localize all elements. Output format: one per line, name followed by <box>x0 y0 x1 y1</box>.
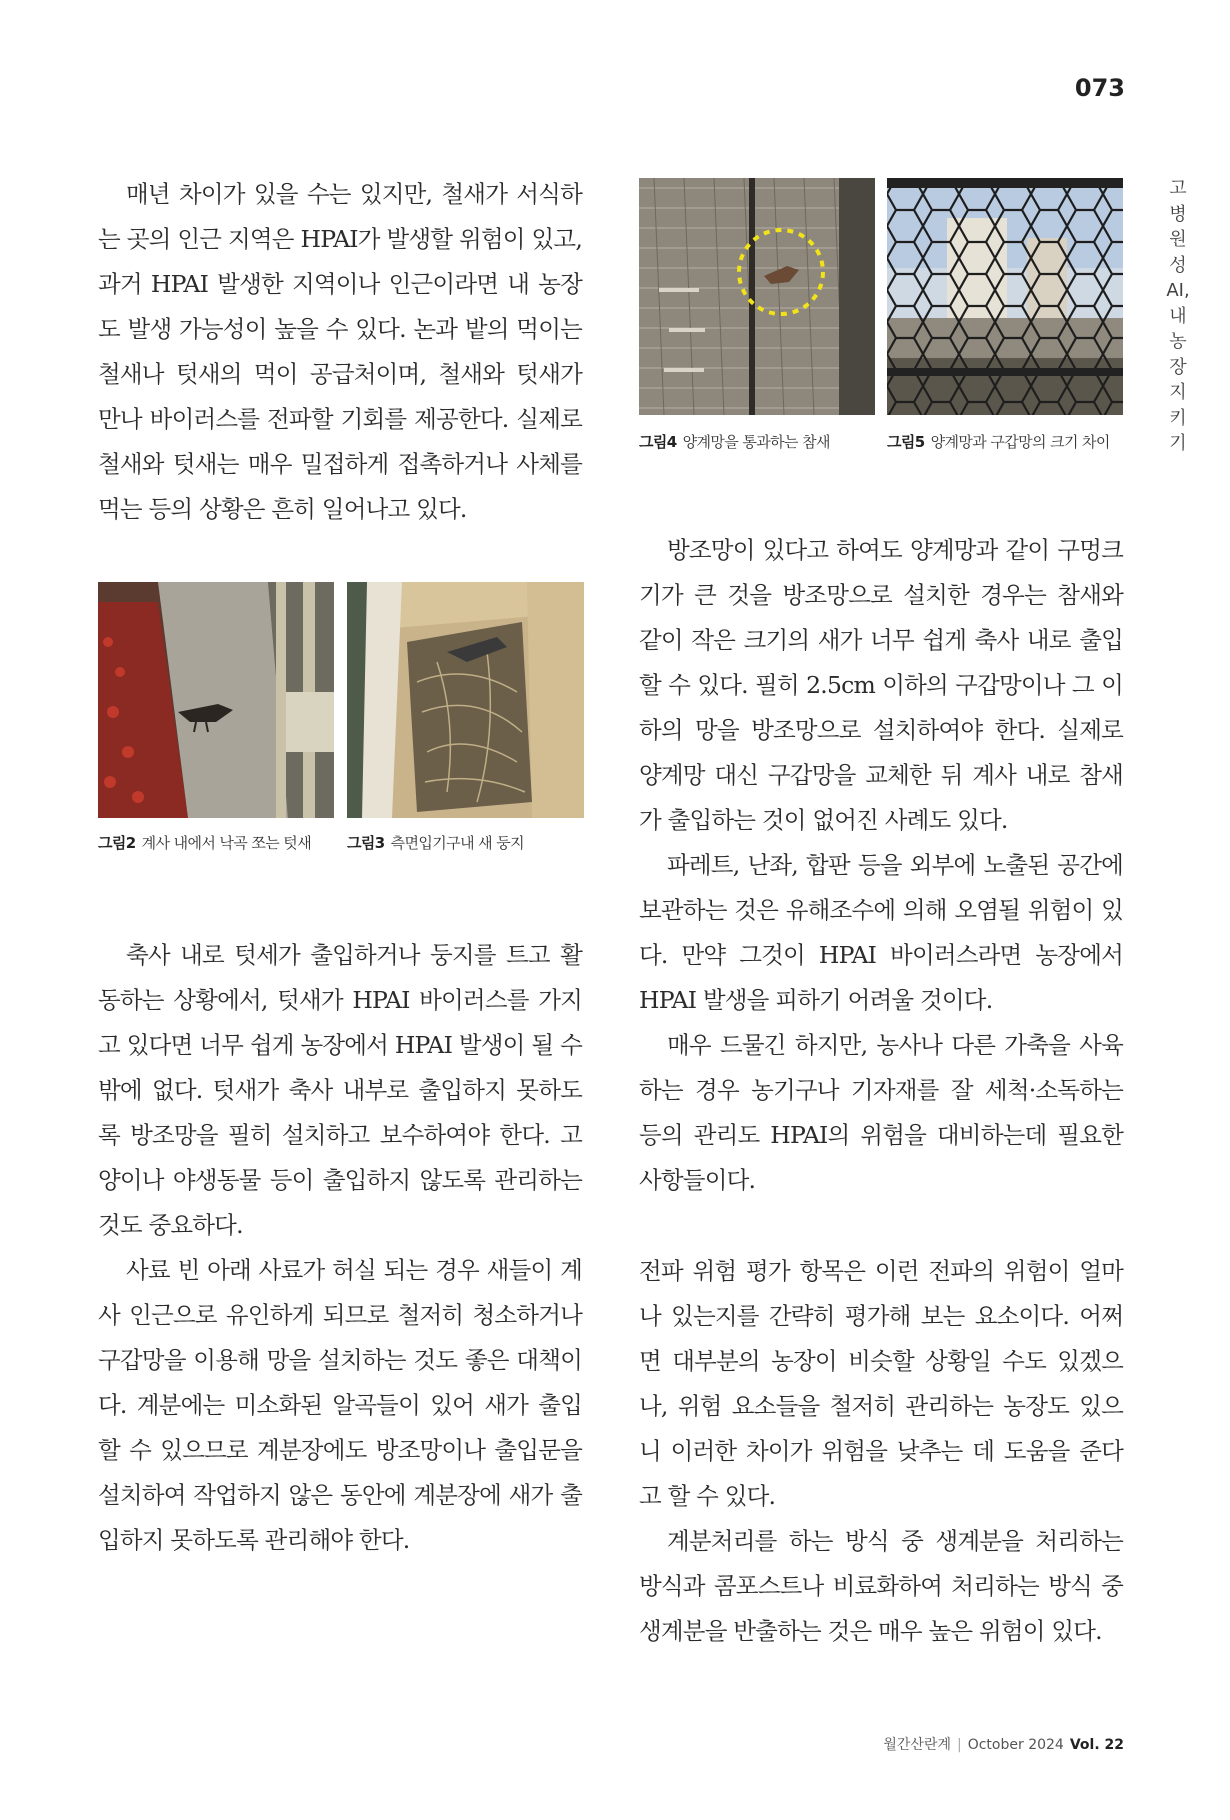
page-footer: 월간산란계 | October 2024 Vol. 22 <box>883 1737 1124 1753</box>
figure-4-caption <box>639 431 830 452</box>
sparrow-through-net-image <box>639 178 875 415</box>
left-text-block-1 <box>98 172 582 532</box>
nest-image <box>347 582 584 818</box>
figure-label: 그림5 <box>887 433 925 451</box>
paragraph: 방조망이 있다고 하여도 양계망과 같이 구멍크기가 큰 것을 방조망으로 설치한 경우는 참새와 같이 작은 크기의 새가 너무 쉽게 축사 내로 출입할 수 있다. 필히 2.5cm 이하의 구갑망이나 그 이하의 망을 방조망으로 설치하여야 한다. 실제로 양계망 대신 구갑망을 교체한 뒤 계사 내로 참새가 출입하는 것이 없어진 사례도 있다. <box>639 536 1123 834</box>
paragraph: 매년 차이가 있을 수는 있지만, 철새가 서식하는 곳의 인근 지역은 HPAI가 발생할 위험이 있고, 과거 HPAI 발생한 지역이나 인근이라면 내 농장도 발생 가능성이 높을 수 있다. 논과 밭의 먹이는 철새나 텃새의 먹이 공급처이며, 철새와 텃새가 만나 바이러스를 전파할 기회를 제공한다. 실제로 철새와 텃새는 매우 밀접하게 접촉하거나 사체를 먹는 등의 상황은 흔히 일어나고 있다. <box>98 180 582 523</box>
net-comparison-image <box>887 178 1123 415</box>
figure-5-photo <box>887 178 1123 415</box>
figure-label: 그림2 <box>98 834 136 852</box>
paragraph: 축사 내로 텃세가 출입하거나 둥지를 트고 활동하는 상황에서, 텃새가 HPAI 바이러스를 가지고 있다면 너무 쉽게 농장에서 HPAI 발생이 될 수 밖에 없다. 텃새가 축사 내부로 출입하지 못하도록 방조망을 필히 설치하고 보수하여야 한다. 고양이나 야생동물 등이 출입하지 않도록 관리하는 것도 중요하다. <box>98 941 582 1239</box>
figure-label: 그림4 <box>639 433 677 451</box>
right-text-block-1 <box>639 528 1123 1203</box>
figure-2-caption <box>98 832 311 853</box>
paragraph: 파레트, 난좌, 합판 등을 외부에 노출된 공간에 보관하는 것은 유해조수에 의해 오염될 위험이 있다. 만약 그것이 HPAI 바이러스라면 농장에서 HPAI 발생을 피하기 어려울 것이다. <box>639 851 1123 1014</box>
caption-text: 양계망과 구갑망의 크기 차이 <box>930 433 1110 451</box>
figure-5-caption <box>887 431 1110 452</box>
caption-text: 계사 내에서 낙곡 쪼는 텃새 <box>141 834 312 852</box>
volume-number: Vol. 22 <box>1069 1737 1124 1753</box>
figure-label: 그림3 <box>347 834 385 852</box>
caption-text: 양계망을 통과하는 참새 <box>682 433 830 451</box>
paragraph: 전파 위험 평가 항목은 이런 전파의 위험이 얼마나 있는지를 간략히 평가해 보는 요소이다. 어쩌면 대부분의 농장이 비슷할 상황일 수도 있겠으나, 위험 요소들을 철저히 관리하는 농장도 있으니 이러한 차이가 위험을 낮추는 데 도움을 준다고 할 수 있다. <box>639 1257 1123 1510</box>
right-text-block-2 <box>639 1249 1123 1654</box>
paragraph: 매우 드물긴 하지만, 농사나 다른 가축을 사육하는 경우 농기구나 기자재를 잘 세척·소독하는 등의 관리도 HPAI의 위험을 대비하는데 필요한 사항들이다. <box>639 1031 1123 1194</box>
left-text-block-2 <box>98 933 582 1563</box>
page-number: 073 <box>1074 74 1125 102</box>
figure-2-photo <box>98 582 334 818</box>
paragraph: 계분처리를 하는 방식 중 생계분을 처리하는 방식과 콤포스트나 비료화하여 처리하는 방식 중 생계분을 반출하는 것은 매우 높은 위험이 있다. <box>639 1527 1123 1645</box>
figure-3-caption <box>347 832 524 853</box>
bird-in-barn-image <box>98 582 334 818</box>
figure-3-photo <box>347 582 584 818</box>
figure-4-photo <box>639 178 875 415</box>
caption-text: 측면입기구내 새 둥지 <box>390 834 524 852</box>
side-title: 고병원성 AI, 내 농장 지키기 <box>1166 178 1190 454</box>
issue-date: October 2024 <box>967 1737 1064 1753</box>
magazine-name: 월간산란계 <box>883 1737 951 1753</box>
paragraph: 사료 빈 아래 사료가 허실 되는 경우 새들이 계사 인근으로 유인하게 되므로 철저히 청소하거나 구갑망을 이용해 망을 설치하는 것도 좋은 대책이다. 계분에는 미소화된 알곡들이 있어 새가 출입할 수 있으므로 계분장에도 방조망이나 출입문을 설치하여 작업하지 않은 동안에 계분장에 새가 출입하지 못하도록 관리해야 한다. <box>98 1256 582 1554</box>
